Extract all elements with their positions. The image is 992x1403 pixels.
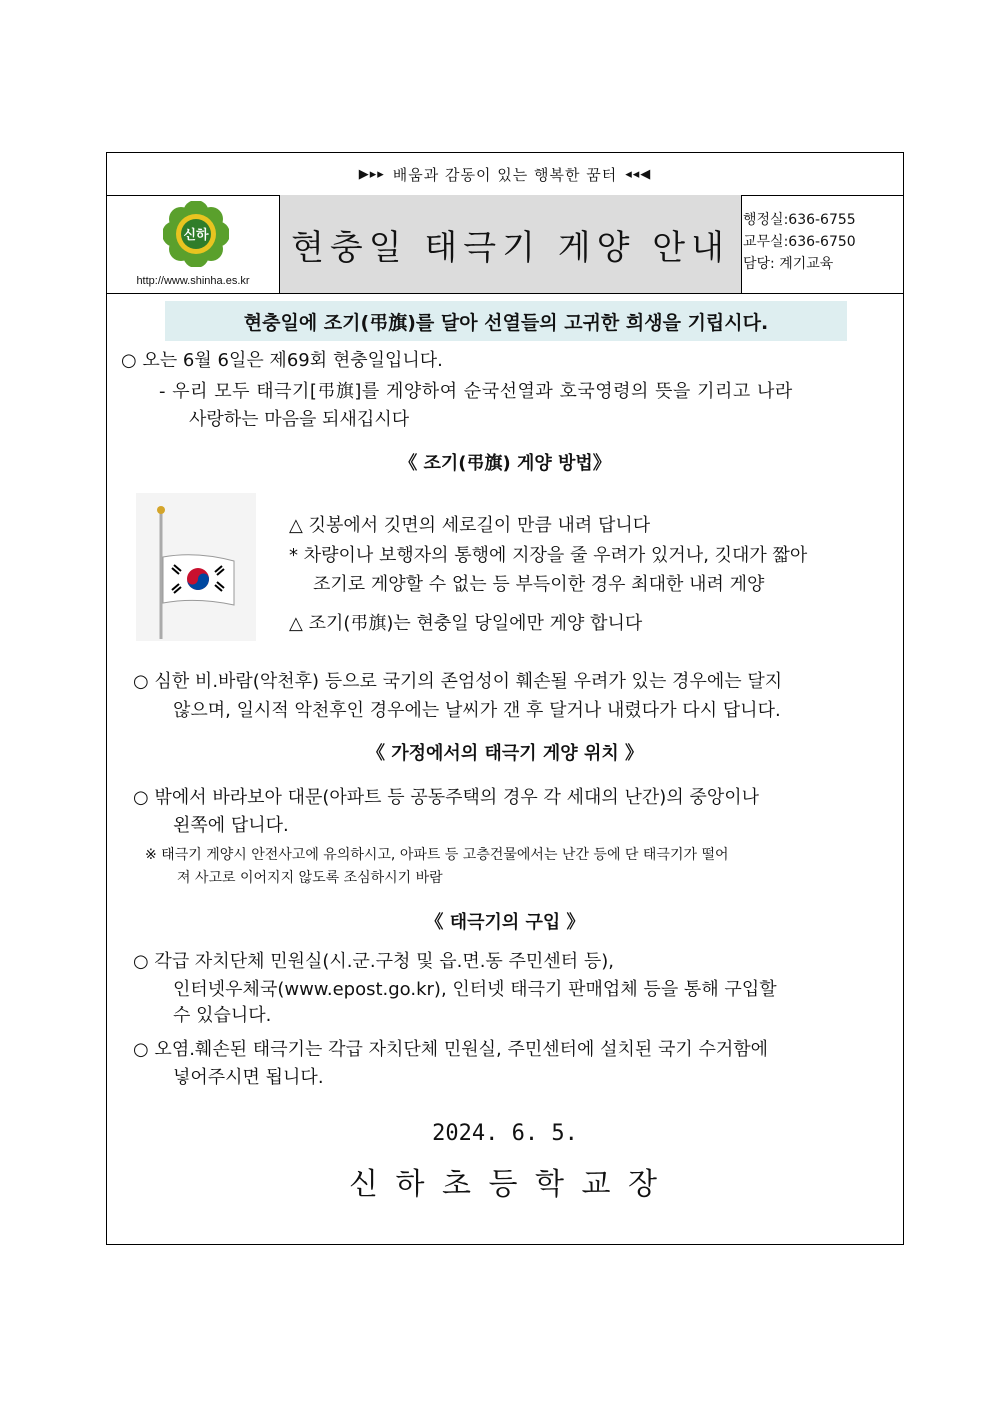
- method-item-2: * 차량이나 보행자의 통행에 지장을 줄 우려가 있거나, 깃대가 짧아: [289, 545, 808, 566]
- motto-text: 배움과 감동이 있는 행복한 꿈터: [392, 165, 618, 184]
- disposal-line-2: 넣어주시면 됩니다.: [173, 1067, 324, 1088]
- method-item-3: 조기로 게양할 수 없는 등 부득이한 경우 최대한 내려 게양: [313, 574, 765, 595]
- section-heading-purchase: 《 태극기의 구입 》: [425, 912, 585, 933]
- location-line-1: ○ 밖에서 바라보아 대문(아파트 등 공동주택의 경우 각 세대의 난간)의 중앙이나: [133, 787, 759, 808]
- logo-cell: [107, 195, 280, 293]
- half-mast-flag-icon: [136, 493, 256, 641]
- disposal-line-1: ○ 오염.훼손된 태극기는 각급 자치단체 민원실, 주민센터에 설치된 국기 수거함에: [133, 1039, 769, 1060]
- section-heading-location: 《 가정에서의 태극기 게양 위치 》: [367, 743, 643, 764]
- purchase-line-2: 인터넷우체국(www.epost.go.kr), 인터넷 태극기 판매업체 등을 통해 구입할: [173, 979, 777, 1000]
- contact-person: 담당: 계기교육: [743, 256, 834, 272]
- intro-line-2: - 우리 모두 태극기[弔旗]를 게양하여 순국선열과 호국영령의 뜻을 기리고 나라: [159, 381, 793, 402]
- contact-office: 교무실:636-6750: [743, 234, 856, 250]
- weather-line-1: ○ 심한 비.바람(악천후) 등으로 국기의 존엄성이 훼손될 우려가 있는 경우에는 달지: [133, 671, 783, 692]
- intro-line-3: 사랑하는 마음을 되새깁시다: [189, 409, 410, 430]
- logo-text: 신하: [183, 228, 209, 243]
- section-heading-method: 《 조기(弔旗) 게양 방법》: [399, 453, 611, 474]
- principal-signature: 신 하 초 등 학 교 장: [348, 1167, 662, 1202]
- contact-admin: 행정실:636-6755: [743, 212, 856, 228]
- motto-bar: [107, 153, 903, 196]
- school-logo-icon: [163, 201, 229, 267]
- intro-line-1: ○ 오는 6월 6일은 제69회 현충일입니다.: [121, 350, 443, 371]
- left-arrows: ▶▸▸: [358, 166, 385, 182]
- header: [107, 195, 903, 294]
- notice-frame: [106, 152, 904, 1245]
- safety-note-1: ※ 태극기 게양시 안전사고에 유의하시고, 아파트 등 고층건물에서는 난간 등에 단 태극기가 떨어: [145, 847, 729, 863]
- page-title: 현충일 태극기 게양 안내: [280, 195, 742, 293]
- weather-line-2: 않으며, 일시적 악천후인 경우에는 날씨가 갠 후 달거나 내렸다가 다시 답니다.: [173, 700, 781, 721]
- location-line-2: 왼쪽에 답니다.: [173, 815, 289, 836]
- school-url[interactable]: http://www.shinha.es.kr: [136, 275, 250, 287]
- right-arrows: ◂◂◀: [625, 166, 652, 182]
- issue-date: 2024. 6. 5.: [432, 1121, 578, 1146]
- safety-note-2: 져 사고로 이어지지 않도록 조심하시기 바람: [177, 870, 443, 886]
- purchase-line-3: 수 있습니다.: [173, 1005, 272, 1026]
- purchase-line-1: ○ 각급 자치단체 민원실(시.군.구청 및 읍.면.동 주민센터 등),: [133, 951, 614, 972]
- banner: 현충일에 조기(弔旗)를 달아 선열들의 고귀한 희생을 기립시다.: [165, 301, 847, 341]
- contact-info: [743, 209, 856, 275]
- method-item-1: △ 깃봉에서 깃면의 세로길이 만큼 내려 답니다: [289, 515, 651, 536]
- method-item-4: △ 조기(弔旗)는 현충일 당일에만 게양 합니다: [289, 613, 643, 634]
